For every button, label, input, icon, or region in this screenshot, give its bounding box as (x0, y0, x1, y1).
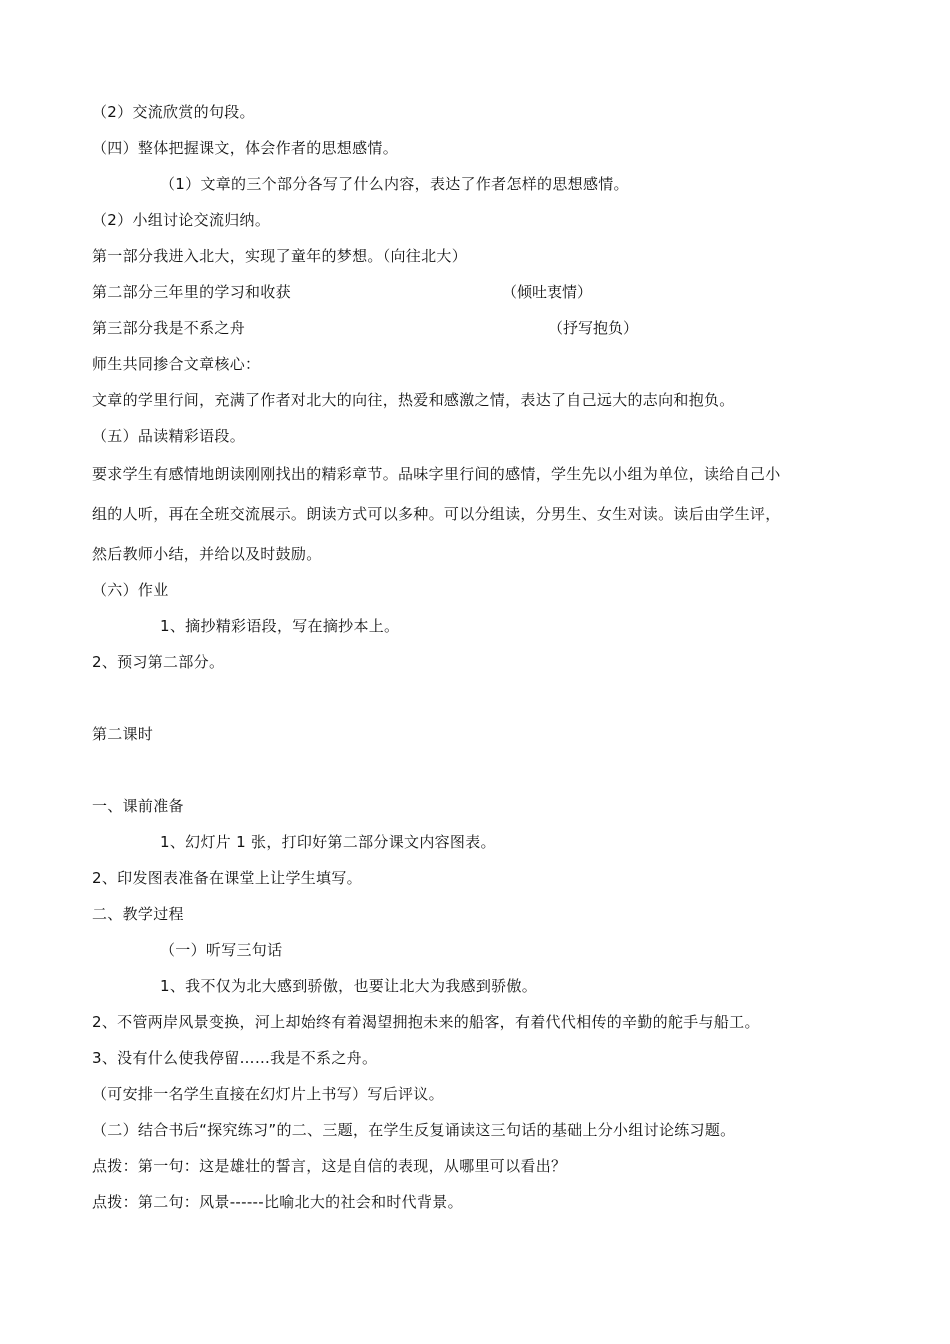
text-annotation: （倾吐衷情） (502, 283, 593, 301)
paragraph-line: 组的人听，再在全班交流展示。朗读方式可以多种。可以分组读，分男生、女生对读。读后由学生评， (92, 505, 781, 523)
text-line: 第二部分三年里的学习和收获 (92, 283, 291, 301)
paragraph-line: 然后教师小结，并给以及时鼓励。 (92, 545, 322, 563)
text-line: 2、不管两岸风景变换，河上却始终有着渴望拥抱未来的船客，有着代代相传的辛勤的舵手与船工。 (92, 1013, 760, 1031)
text-line: （可安排一名学生直接在幻灯片上书写）写后评议。 (92, 1085, 444, 1103)
text-line: 3、没有什么使我停留……我是不系之舟。 (92, 1049, 378, 1067)
text-line: 点拨：第二句：风景------比喻北大的社会和时代背景。 (92, 1193, 463, 1211)
text-line: 第三部分我是不系之舟 (92, 319, 246, 337)
lesson-heading: 第二课时 (92, 725, 154, 743)
section-heading: （四）整体把握课文，体会作者的思想感情。 (92, 139, 399, 157)
paragraph-line: 要求学生有感情地朗读刚刚找出的精彩章节。品味字里行间的感情，学生先以小组为单位，读给自己小 (92, 465, 781, 483)
text-line: （二）结合书后“探究练习”的二、三题，在学生反复诵读这三句话的基础上分小组讨论练习题。 (92, 1121, 736, 1139)
section-heading: （五）品读精彩语段。 (92, 427, 246, 445)
text-line: 1、幻灯片 1 张，打印好第二部分课文内容图表。 (160, 833, 496, 851)
text-line: 1、摘抄精彩语段，写在摘抄本上。 (160, 617, 400, 635)
section-heading: 一、课前准备 (92, 797, 184, 815)
section-heading: （六）作业 (92, 581, 169, 599)
text-line: （2）小组讨论交流归纳。 (92, 211, 271, 229)
section-heading: 二、教学过程 (92, 905, 184, 923)
text-line: （1）文章的三个部分各写了什么内容，表达了作者怎样的思想感情。 (160, 175, 629, 193)
text-line: 2、预习第二部分。 (92, 653, 225, 671)
text-line: 1、我不仅为北大感到骄傲，也要让北大为我感到骄傲。 (160, 977, 538, 995)
text-line: 师生共同掺合文章核心： (92, 355, 261, 373)
text-line: （2）交流欣赏的句段。 (92, 103, 255, 121)
text-annotation: （抒写抱负） (548, 319, 639, 337)
text-line: 文章的学里行间，充满了作者对北大的向往，热爱和感激之情，表达了自己远大的志向和抱负。 (92, 391, 735, 409)
text-line: （一）听写三句话 (160, 941, 283, 959)
text-line: 点拨：第一句：这是雄壮的誓言，这是自信的表现，从哪里可以看出？ (92, 1157, 567, 1175)
text-line: 2、印发图表准备在课堂上让学生填写。 (92, 869, 362, 887)
text-line: 第一部分我进入北大，实现了童年的梦想。（向往北大） (92, 247, 468, 265)
